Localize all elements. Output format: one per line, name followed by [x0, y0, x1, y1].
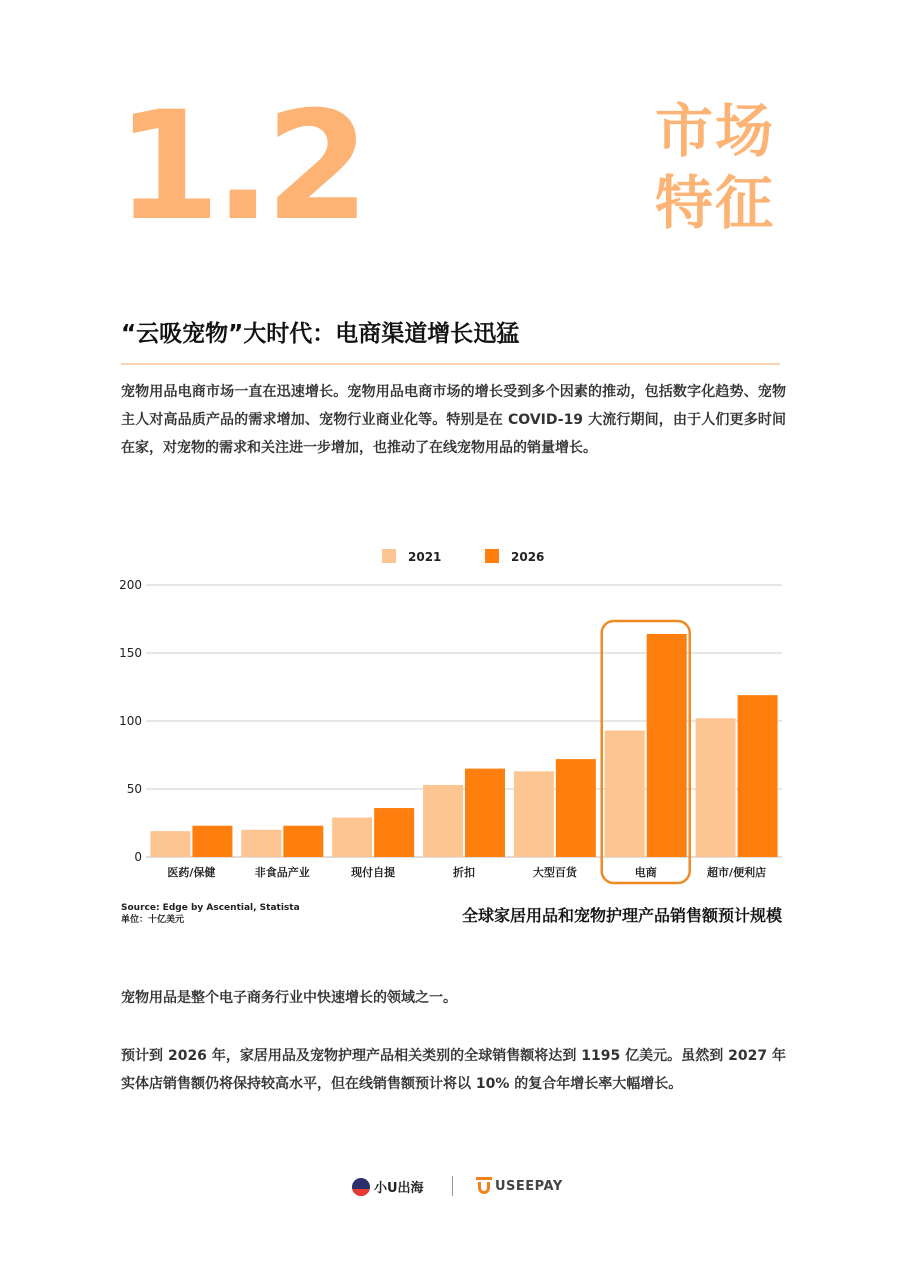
- divider: [121, 363, 780, 365]
- bar: [514, 771, 554, 857]
- bar: [423, 785, 463, 857]
- x-tick-label: 现付自提: [351, 866, 396, 879]
- paragraph-3: 预计到 2026 年，家居用品及宠物护理产品相关类别的全球销售额将达到 1195 亿美元。虽然到 2027 年实体店销售额仍将保持较高水平，但在线销售额预计将以 10% 的复合年增长率大幅增长。: [121, 1048, 786, 1092]
- y-tick-label: 0: [134, 850, 142, 864]
- logo1-text: 小U出海: [374, 1181, 424, 1196]
- y-tick-label: 150: [119, 646, 142, 660]
- bar: [556, 759, 596, 857]
- y-tick-label: 200: [119, 578, 142, 592]
- bar: [374, 808, 414, 857]
- bar-chart: [100, 535, 800, 890]
- bar: [465, 769, 505, 857]
- x-tick-label: 超市/便利店: [707, 866, 767, 879]
- x-tick-label: 电商: [634, 866, 657, 879]
- x-tick-label: 折扣: [453, 866, 475, 879]
- section-title-line2: 特征: [655, 169, 776, 237]
- logo2-text: USEEPAY: [495, 1178, 563, 1194]
- globe-logo-icon: [352, 1178, 370, 1196]
- subtitle: “云吸宠物”大时代：电商渠道增长迅猛: [121, 321, 520, 347]
- bar: [150, 831, 190, 857]
- legend-label: 2026: [511, 550, 545, 564]
- bar: [241, 830, 281, 857]
- chart-source: [121, 902, 300, 926]
- bar: [605, 731, 645, 857]
- section-title-line1: 市场: [655, 97, 776, 165]
- footer: [0, 1174, 904, 1200]
- bar: [332, 818, 372, 857]
- chart-title: 全球家居用品和宠物护理产品销售额预计规模: [461, 906, 782, 925]
- y-tick-label: 50: [126, 782, 142, 796]
- legend-swatch: [382, 549, 396, 563]
- legend-swatch: [485, 549, 499, 563]
- paragraph-2: 宠物用品是整个电子商务行业中快速增长的领域之一。: [121, 990, 457, 1006]
- footer-separator: [452, 1176, 453, 1196]
- legend-label: 2021: [408, 550, 442, 564]
- section-title: [655, 95, 775, 239]
- y-tick-label: 100: [119, 714, 142, 728]
- bar: [192, 826, 232, 857]
- u-logo-icon: [476, 1177, 492, 1195]
- intro-paragraph: 宠物用品电商市场一直在迅速增长。宠物用品电商市场的增长受到多个因素的推动，包括数字化趋势、宠物主人对高品质产品的需求增加、宠物行业商业化等。特别是在 COVID-19 大流行期间，由于人们更多时间在家，对宠物的需求和关注进一步增加，也推动了在线宠物用品的销量增长。: [121, 384, 786, 456]
- x-tick-label: 医药/保健: [167, 866, 216, 879]
- x-tick-label: 非食品产业: [254, 866, 310, 879]
- bar: [283, 826, 323, 857]
- bar: [647, 634, 687, 857]
- x-tick-label: 大型百货: [532, 866, 577, 879]
- source-line1: Source: Edge by Ascential, Statista: [121, 903, 300, 913]
- bar: [696, 718, 736, 857]
- logo-xiaou: [352, 1177, 424, 1196]
- logo-useepay: [476, 1177, 563, 1195]
- section-number: 1.2: [116, 80, 364, 254]
- bar: [738, 695, 778, 857]
- source-line2: 单位：十亿美元: [121, 915, 185, 925]
